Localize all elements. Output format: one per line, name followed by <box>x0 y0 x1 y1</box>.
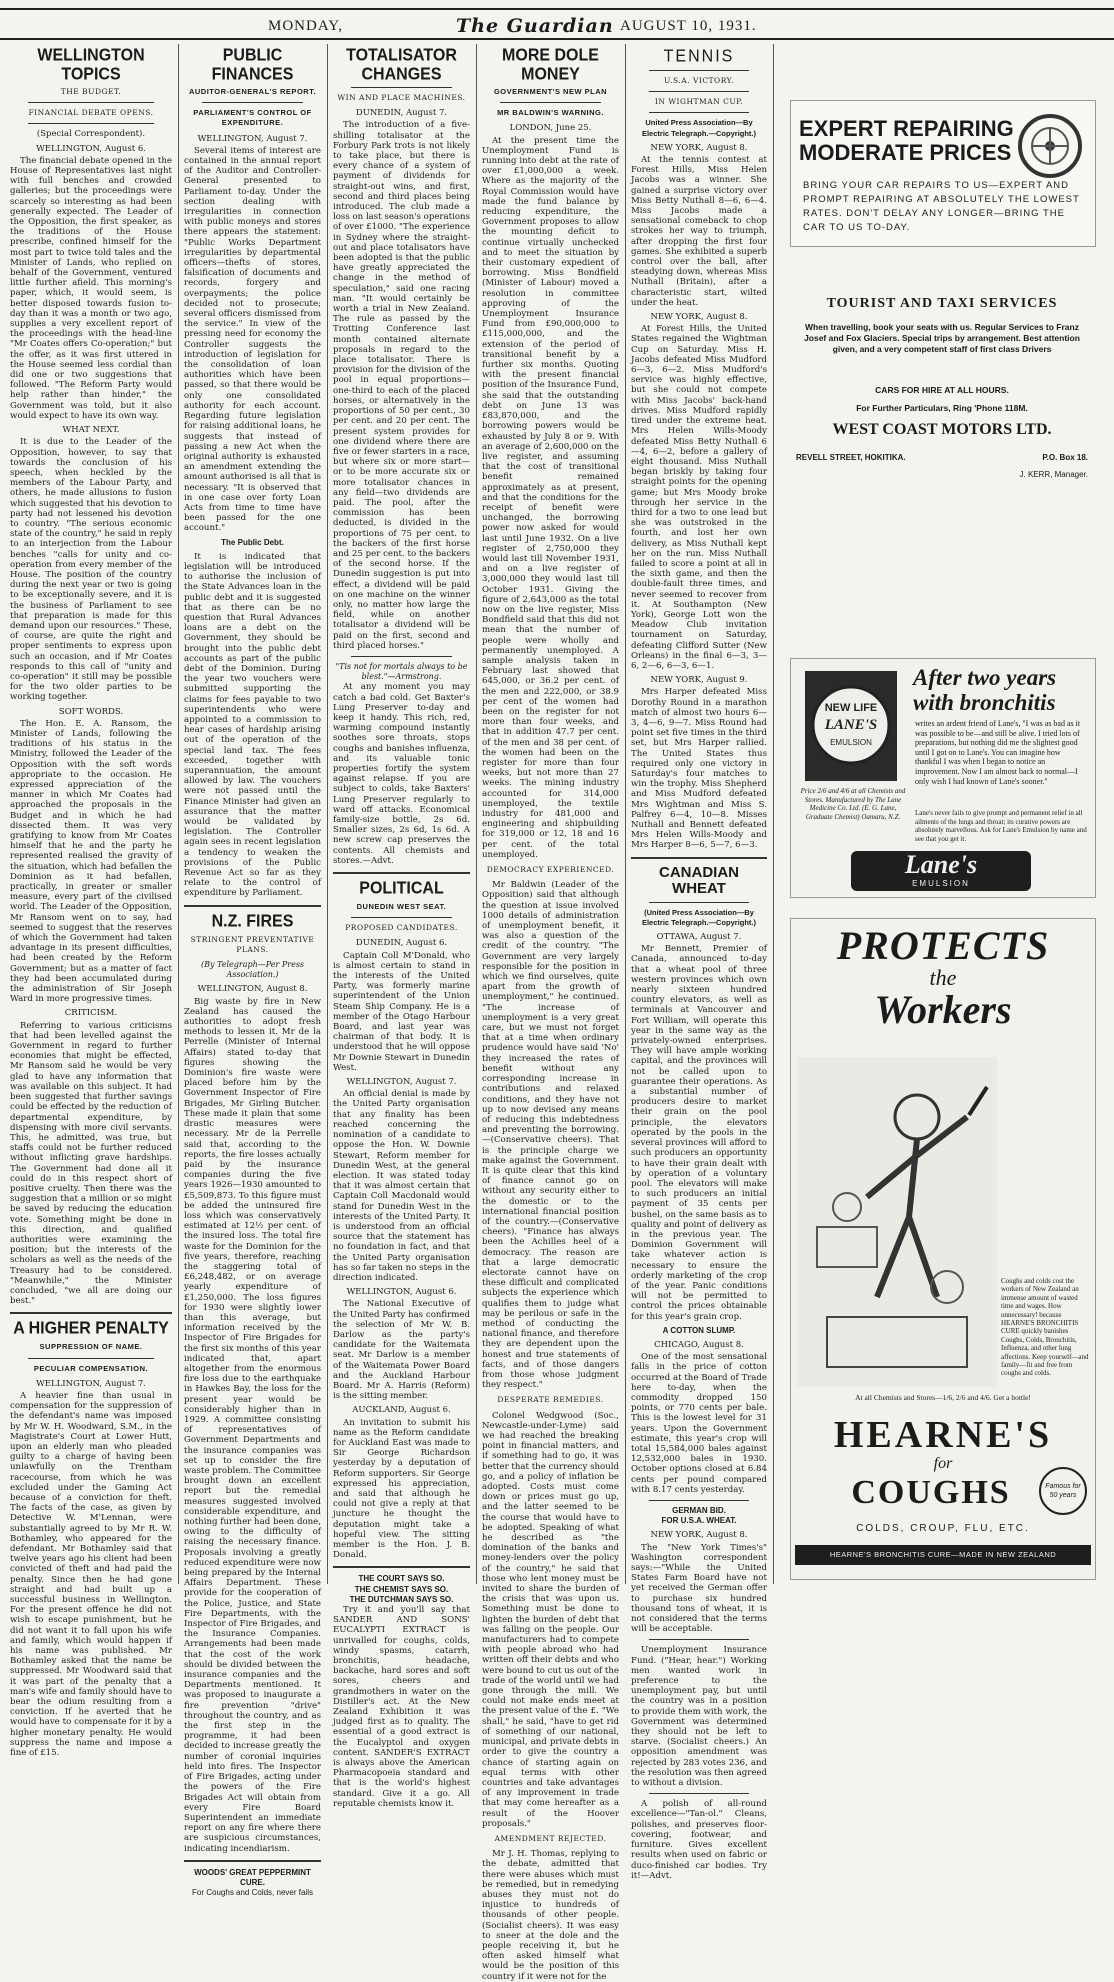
subheading: DUNEDIN WEST SEAT. <box>356 902 447 912</box>
divider <box>351 917 452 918</box>
advert-headline: PROTECTS <box>836 923 1050 968</box>
paragraph: An official denial is made by the United Party organisation that any finality has been reached concerning the nomination of a candidate to oppose the Hon. W. Downie Stewart, Reform member for Dunedin West, at the general election. It was stated today that it was almost certain that Captain Coll Macdonald would stand for Dunedin West in the interests of the United Party. It is understood from an official source that the statement has no foundation in fact, and that the United Party organisation has so far taken no steps in the direction indicated. <box>333 1089 470 1283</box>
section-heading: DESPERATE REMEDIES. <box>497 1395 604 1405</box>
address-street: REVELL STREET, HOKITIKA. <box>796 453 906 462</box>
dateline: DUNEDIN, August 7. <box>355 108 448 119</box>
dateline: WELLINGTON, August 6. <box>36 143 146 154</box>
column-rule <box>476 44 477 1584</box>
address-box: P.O. Box 18. <box>1042 453 1088 462</box>
subheading: PARLIAMENT'S CONTROL OF EXPENDITURE. <box>193 108 312 128</box>
dateline: WELLINGTON, August 7. <box>197 133 308 144</box>
divider <box>184 1860 321 1862</box>
article-title: POLITICAL <box>359 879 444 898</box>
subheading: GOVERNMENT'S NEW PLAN <box>493 87 608 96</box>
paragraph: Several items of interest are contained in the annual report of the Auditor and Controller-General presented to Parliament to-day. Under the section dealing with irregularities in connection with public moneys and stores there appears the statement: "Public Works Department irregularities by departmental officers—thefts of stores, falsification of documents and records, forgery and overpayments; the police decided not to prosecute; several officers dismissed from the service." In view of the pressing need for economy the Controller suggests the introduction of legislation for the consolidation of loan authorities which have been passed, so that there would be only one consolidated authority for each account. Regarding future legislation for raising additional loans, he suggests that instead of passing a new Act when the original authority is exhausted an amendment extending the amount authorised is all that is necessary. "It is observed that in one case over forty Loan Acts from time to time have been passed for the one account." <box>184 145 321 534</box>
advert-line: For Coughs and Colds, never fails <box>192 1888 313 1898</box>
advert-body: A polish of all-round excellence—"Tan-ol." Cleans, polishes, and preserves floor-covering, footwear, and furniture. Gives excellent results when used on fabric or duco-finished car bodies. Try it!—Advt. <box>631 1799 767 1881</box>
brand-for: for <box>933 1455 953 1472</box>
column-rule <box>178 44 179 1584</box>
section-heading: GERMAN BID. <box>672 1506 726 1515</box>
paragraph: Big waste by fire in New Zealand has caused the authorities to adopt fresh methods to lessen it. Mr de la Perrelle (Minister of Internal Affairs) stated to-day that figures showing the Dominion's fire waste were placed before him by the Government Inspector of Fire Brigades, Mr Girling Butcher. These made it plain that some drastic measures were necessary. Mr de la Perrelle said that, according to the reports, the fire losses actually paid by the insurance companies during the five years 1926—1930 amounted to £5,509,873. To this figure must be added the uninsured fire loss which was conservatively estimated at 12½ per cent. of the insured loss. The total fire waste for the Dominion for the five years, therefore, reaching the staggering total of £6,248,482, or on average yearly expenditure of £1,250,000. The loss figures for 1930 were slightly lower than this average, but information received by the Inspector of Fire Brigades for the first six months of this year indicated that, apart altogether from the enormous fire loss due to the earthquake in Hawkes Bay, the loss for the present year would be considerably higher than in 1929. A committee consisting of representatives of Government Departments and the insurance companies was set up to consider the fire waste problem. The Committee brought down an excellent report but the remedial measures suggested involved considerable expenditure, and nothing further had been done, owing to the difficulty of raising the necessary finance. Proposals involving a greatly reduced expenditure were now being prepared by the Internal Affairs Department. These provide for the cooperation of the Police, Justice, and State Fire Departments, with the Inspector of Fire Brigades, and the Insurance Companies. Arrangements had been made that the cost of the work should be divided between the insurance companies and the Departments mentioned. It was proposed to inaugurate a fire prevention "drive" throughout the country, and as the first step in the programme, it had been decided to increase greatly the number of coronial inquiries held into fires. The Inspector of Fire Brigades, acting under the powers of the Fire Brigades Act will obtain from every Fire Board Superintendent an immediate report on any fire where there are suspicious circumstances, indicating incendiarism. <box>184 996 321 1854</box>
dateline: LONDON, June 25. <box>509 123 592 134</box>
masthead-paper: The Guardian <box>456 15 614 37</box>
brand-name: HEARNE'S <box>833 1414 1053 1456</box>
dateline: WELLINGTON, August 7. <box>346 1077 457 1088</box>
subheading: U.S.A. VICTORY. <box>663 76 734 85</box>
divider <box>351 656 452 657</box>
subheading: PROPOSED CANDIDATES. <box>345 923 458 933</box>
column-dole-money <box>482 44 620 1982</box>
divider <box>649 1500 749 1501</box>
divider <box>28 1358 154 1359</box>
subheading: AUDITOR-GENERAL'S REPORT. <box>188 87 317 96</box>
advert-expert-repairing <box>790 100 1096 247</box>
advert-line: COLDS, CROUP, FLU, ETC. <box>856 1523 1030 1534</box>
advert-headline <box>913 665 1056 715</box>
paragraph: The introduction of a five-shilling totalisator at the Forbury Park trots is not likely to take place, but there is every chance of a system of payment of dividends for straight-out wins, and first, second and third places being introduced. The club made a loss on last season's operations of over £1000. "The experience in Sydney where the straight-out and place totalisators have been adopted is that the public have greatly appreciated the change in the method of speculation," said one racing man. "It would certainly be worth a trial in New Zealand. The rule as passed by the Trotting Conference last month contained alternate proposals in regard to the place totalisator. There is provision for the division of the pool in equal proportions—one-third to each of the placed horses, or alternatively in the proportions of 50 per cent., 30 per cent. and 20 per cent. The present system provides for one dividend where there are five or fewer starters in a race, but where six or more start—or to be more accurate six or more totalisator chances in any field—two dividends are paid. The pool, after the commission has been deducted, is divided in the proportions of 75 per cent. to the backers of the first horse and 25 per cent. to the backers of the second horse. If the Dunedin suggestion is put into effect, a dividend will be paid on one machine on the winner only, no matter how large the field, while on another totalisator a dividend will be paid on the first, second and third placed horses." <box>333 120 470 651</box>
divider <box>649 1793 749 1794</box>
divider <box>202 102 303 103</box>
divider <box>351 87 452 88</box>
famous-badge: Famous for 50 years <box>1039 1467 1087 1515</box>
paragraph: It is due to the Leader of the Opposition, however, to say that towards the conclusion of his speech, when heckled by the members of the Labour Party, and others, he made allusions to fusion which suggested that his devotion to party had not lessened his devotion to country. "The serious economic state of the country," he said in reply to an interjection from the Labour benches "calls for unity and co-operation from every member of the House. The position of the country during the next year or two is going to be exceptionally severe, and it is the business of Parliament to see that preparation is made for this demand upon our resources." These, of course, are quite the right and proper sentiments to express upon such an occasion, and if Mr Coates responds to this call of "unity and co-operation" it still may be possible for the two older parties to be working together. <box>10 437 172 703</box>
headline-line-1: After two years <box>913 665 1057 690</box>
masthead-date: AUGUST 10, 1931. <box>620 18 757 34</box>
section-heading: SOFT WORDS. <box>58 706 124 717</box>
column-rule <box>625 44 626 1584</box>
dateline: NEW YORK, August 8. <box>650 142 748 153</box>
workers-illustration-icon <box>797 1057 997 1387</box>
brand-coughs: COUGHS <box>851 1474 1011 1511</box>
advert-address <box>796 453 1088 462</box>
advert-heading: THE DUTCHMAN SAYS SO. <box>349 1594 454 1604</box>
wheel-icon <box>1015 111 1085 181</box>
advert-body: BRING YOUR CAR REPAIRS TO US—EXPERT AND PROMPT REPAIRING AT ABSOLUTELY THE LOWEST RATES. DON'T DELAY ANY LONGER—BRING THE CAR TO US TO-DAY. <box>803 180 1080 233</box>
advert-quote: "Tis not for mortals always to be blest."—Armstrong. <box>335 661 468 682</box>
advert-body: Try it and you'll say that SANDER AND SONS' EUCALYPTI EXTRACT is unrivalled for coughs, colds, windy spasms, catarrh, bronchitis, headache, backache, hard sores and soft sores, cheers and grandmothers in water on the Distiller's act. At the New Zealand Exhibition it was judged first as to quality. The essential of a good extract is the Eucalyptol and oxygen content. SANDER'S EXTRACT is always above the American Pharmacopoeia standard and that is the world's highest standard. Give it a go. All reputable chemists know it. <box>333 1605 470 1809</box>
seal-text-top: NEW LIFE <box>824 702 878 714</box>
brand-name: Lane's <box>904 850 978 879</box>
dateline: WELLINGTON, August 7. <box>36 1378 146 1389</box>
advert-headline-workers: Workers <box>874 987 1012 1032</box>
advert-line: CARS FOR HIRE AT ALL HOURS. <box>875 385 1009 395</box>
section-heading: CRITICISM. <box>64 1008 118 1019</box>
paragraph: Colonel Wedgwood (Soc., Newcastle-under-Lyme) said we had reached the breaking point in financial matters, and if something had to go, it was better that the currency should go, and a policy of inflation be adopted. Costs must come down or prices must go up, and the latter seemed to be the course that would have to be adopted. Speaking of what he described as "the domination of the banks and money-lenders over the policy of the country," he said that those who lent money must be invited to share the burden of the crisis that was upon us. Something must be done to lighten the burden of debt that was falling on the people. Our manufacturers had to compete with people abroad who had written off their debts and who were bound to cut us out of the trade of the world until we had gone through the mill. We could not make ends meet at the present value of the £. "We shall," he said, "have to get rid of something of our national, municipal, and private debts in order to give the country a chance of starting again on equal terms with other countries and take advantages of any improvement in trade that may come hereafter as a result of the Hoover proposals." <box>482 1410 620 1829</box>
byline: (By Telegraph—Per Press Association.) <box>200 960 305 980</box>
paragraph: The National Executive of the United Party has confirmed the selection of Mr W. B. Darlow as the party's candidate for the Waitemata seat. Mr Darlow is a member of the Waitemata Power Board and the Auckland Harbour Board. Mr A. Harris (Reform) is the sitting member. <box>333 1299 470 1402</box>
divider <box>649 91 749 92</box>
divider <box>333 872 470 874</box>
masthead-rule <box>0 38 1114 40</box>
divider <box>649 70 749 71</box>
divider <box>649 112 749 113</box>
section-heading: AMENDMENT REJECTED. <box>494 1833 607 1843</box>
paragraph: The financial debate opened in the House of Representatives last night with full benches and crowded galleries; but the proceedings were scarcely so interesting as had been generally expected. The Leader of the Opposition, the first speaker, as the traditions of the House prescribe, confined himself for the most part to twice told tales and the Minister of Lands, who replied on behalf of the Government, ventured little further afield. This morning's paper, which, it would seem, is better disposed towards fusion to-day than it was a month or two ago, supplies a very excellent report of the proceedings with the head-line "Mr Coates offers Co-operation;" but the offer, as it was first uttered in the House seemed less cordial than did one or two suggestions that followed. "The Reform Party would help rather than hinder," the Government was told, but it also would expect to have its own way. <box>10 155 172 421</box>
column-totalisator <box>333 44 470 1809</box>
article-title: WELLINGTON TOPICS <box>37 46 145 84</box>
byline: (Special Correspondent). <box>36 129 146 140</box>
advert-title: MODERATE PRICES <box>799 140 1012 165</box>
advert-heading: THE COURT SAYS SO. <box>358 1574 445 1584</box>
column-rule <box>773 44 774 1584</box>
dateline: CHICAGO, August 8. <box>654 1339 744 1350</box>
article-title: MORE DOLE MONEY <box>502 46 599 84</box>
dateline: NEW YORK, August 9. <box>650 675 748 686</box>
paragraph: Mr Baldwin (Leader of the Opposition) said that although the question at issue involved 1000 details of administration of unemployment benefit, it was also a question of the credit of the country. "The Government are very largely responsible for the position in which we find ourselves, quite apart from the growth of unemployment," he continued. "The increase of unemployment is a very great care, but we must not forget that at a time when ordinary prudence would have said 'No' they increased the rates of benefit without any corresponding increase in contributions and relaxed conditions, and they have not up to now devised any means of reducing this indebtedness and preventing the borrowing.—(Conservative cheers). That is the principle charge we make against the Government. It is quite clear that this kind of finance cannot go on without any security either to the domestic or to the international financial position of the country.—(Conservative cheers). "Finance has always been the Achilles heel of a democracy. The reason are that a large democratic electorate cannot have on these difficult and complicated subjects the experience which qualifies them to judge what may be perilous or safe in the method of conducting the national finance, and therefore they are dependent upon the honest and true statements of facts, and of those dangers from those whose judgment they respect." <box>482 880 619 1391</box>
paragraph: Referring to various criticisms that had been levelled against the Government in regard to further economies that might be effected, Mr Ransom said he would be very glad to have any information that was available on this subject. It had been suggested that further savings could be effected by the reduction of departmental expenditure, by dispensing with more civil servants. This, he admitted, was true, but staffs could not be further reduced without inflicting grave hardships. The Government had done all it could do in this respect short of positive cruelty. Then there was the suggestion that a million or so might be saved by reducing the education vote. Something might be done in this direction, and qualified authorities were examining the position; but the interests of the scholars as well as the needs of the Treasury had to be considered. "Meanwhile," the Minister concluded, "we all are doing our best." <box>10 1020 172 1307</box>
advert-body-2: Lane's never fails to give prompt and permanent relief in all ailments of the lungs and throat; its curative powers are absolutely marvellous. Ask for Lane's Emulsion by name and see that you get it. <box>915 809 1087 843</box>
divider <box>631 857 767 859</box>
top-rule <box>0 8 1114 10</box>
subheading: MR BALDWIN'S WARNING. <box>497 108 604 118</box>
divider <box>500 102 601 103</box>
article-title: TENNIS <box>663 47 735 66</box>
subheading: PECULIAR COMPENSATION. <box>33 1363 149 1373</box>
seal-text-bottom: EMULSION <box>830 738 872 747</box>
dateline: DUNEDIN, August 6. <box>355 938 448 949</box>
advert-price: Price 2/6 and 4/6 at all Chemists and Stores. Manufactured by The Lane Medicine Co. Ltd. (E. G. Lane, Graduate Chemist) Oamaru, N.Z. <box>800 787 906 821</box>
section-heading: A COTTON SLUMP. <box>662 1325 736 1335</box>
column-wellington-topics <box>10 44 172 1759</box>
advert-line: For Further Particulars, Ring 'Phone 118M. <box>856 403 1028 413</box>
dateline: AUCKLAND, August 6. <box>352 1405 451 1416</box>
credit-line: (United Press Association—By Electric Telegraph.—Copyright.) <box>641 907 757 927</box>
paragraph: The "New York Times's" Washington correspondent says:—"While the United States Farm Board have not yet received the German offer to purchase six hundred thousand tons of wheat, it is not considered that the terms will be acceptable. <box>631 1542 767 1635</box>
advert-price: At all Chemists and Stores—1/6, 2/6 and 4/6. Get a bottle! <box>855 1393 1031 1402</box>
advert-firm: WEST COAST MOTORS LTD. <box>832 421 1052 438</box>
paragraph: Unemployment Insurance Fund. ("Hear, hear.") Working men wanted work in preference to the unemployment pay, but until the country was in a position to provide them with work, the Government was determined they should not be left to starve. (Socialist cheers.) An opposition amendment was rejected by 283 votes 236, and the resolution was then agreed to without a division. <box>631 1645 767 1789</box>
advert-lanes-emulsion <box>790 658 1096 898</box>
paragraph: Mr Bennett, Premier of Canada, announced to-day that a wheat pool of three western provinces which own nearly sixteen hundred country elevators, as well as terminals at Vancouver and Fort William, will operate this year in the same way as the privately-owned enterprises. They will have ample working capital, and the provinces will not be called upon to guarantee their operations. As a substantial number of producers desire to market their grain on the pool principle, the elevators operated by the pools in the several provinces will afford to such producers an opportunity to have their grain dealt with by operation of a voluntary pool. The elevators will make to such producers an initial payment of 35 cents per bushel, on the same basis as to quality and point of delivery as in the previous year. The Dominion Government will take whatever action is necessary to ensure the orderly marketing of the crop of the year. Panic conditions will not be permitted to control the prices obtainable for this year's grain crop. <box>631 944 767 1322</box>
dateline: OTTAWA, August 7. <box>656 932 742 943</box>
dateline: NEW YORK, August 8. <box>650 1530 748 1541</box>
divider <box>28 102 154 103</box>
headline-line-2: with bronchitis <box>913 690 1056 715</box>
advert-heading: THE CHEMIST SAYS SO. <box>354 1584 449 1594</box>
article-title: TOTALISATOR CHANGES <box>346 46 457 84</box>
dateline: WELLINGTON, August 8. <box>197 984 308 995</box>
column-public-finances <box>184 44 321 1898</box>
paragraph: Captain Coll M'Donald, who is almost certain to stand in the interests of the United Party, was formerly marine superintendent of the Union Steam Ship Company. He is a member of the Otago Harbour Board, and last year was chairman of that body. It is understood that he will oppose Mr Downie Stewart in Dunedin West. <box>333 950 470 1073</box>
paragraph: A heavier fine than usual in compensation for the suppression of the defendant's name was imposed by Mr W. H. Woodward, S.M., in the Magistrate's Court at Lower Hutt, upon an elderly man who pleaded guilty to a charge of having been unlawfully on the Trentham racecourse, from which he was excluded under the Gaming Act because of a conviction for theft. The facts of the case, as given by Detective W. M'Lennan, were substantially agreed to by Mr R. W. Bothamley, who appeared for the defendant. Mr Bothamley said that twelve years ago his client had been convicted of theft and had paid the penalty. Since then he had gone straight and had built up a successful business in Wellington. For the present offence he did not wish to escape punishment, but he did not want it to fall upon his wife and family, which would happen if his name was published. Mr Bothamley asked that the name be suppressed. Mr Woodward said that it was part of the penalty that a man's wife and family should have to bear the odium resulting from a conviction. If he averted that he would have to compensate for it by a higher monetary penalty. He would suppress the name and impose a fine of £15. <box>10 1390 172 1759</box>
paragraph: At the present time the Unemployment Fund is running into debt at the rate of over £1,000,000 a week. Where as the majority of the Royal Commission would have made the fund balance by reducing expenditure, the Government proposes to allow the mounting deficit to continue virtually unchecked and to meet the situation by their customary expedient of borrowing. Miss Bondfield (Minister of Labour) moved a resolution in committee approving of the Unemployment Insurance Fund from £90,000,000 to £115,000,000, and the extension of the period of transitional benefit by a further six months. Quoting with the present financial position of the Insurance Fund, she said that the outstanding debt on June 13 was £83,870,000, and the borrowing powers would be exhausted by July 8 or 9. With an average of 2,600,000 on the live register, and assuming that the cost of transitional benefit remained approximately as at present, and that the conditions for the receipt of benefit were unchanged, the borrowing power now asked for would last until June 1932. On a live register of 2,750,000 they would last till November 1931, and on a live register of 3,000,000 they would last till October 1931. Giving the figure of 2,643,000 as the total now on the live register, Miss Bondfield said that this did not mean that the number of people were wholly and permanently unemployed. A sample analysis taken in February last showed that 645,000, or 36.2 per cent. of the men and 222,000, or 38.9 per cent of the women had been on the register for not more than four weeks, and that in addition 47.7 per cent. of the men and 38 per cent. of the women had been on the register for more than four weeks, but not more than 27 weeks. The mining industry accounted for 314,000 unemployed, the textile industry for 481,000 and engineering and shipbuilding for 319,000 or 12, 18 and 16 per cent. of the total unemployed. <box>482 135 619 860</box>
paragraph: The Hon. E. A. Ransom, the Minister of Lands, following the traditions of his status in the Ministry, followed the Leader of the Opposition with the soft words appropriate to the occasion. He expressed appreciation of the manner in which Mr Coates had approached the proposals in the Budget and in which he had dissected them. It was very gratifying to know from Mr Coates himself that he and the party he represented realised the gravity of the situation, which had befallen the Dominion as it had befallen, practically, in greater or smaller measure, every part of the civilised world. The Leader of the Opposition, Mr Ransom went on to say, had seemed to suggest that the reserves of which the Government had taken advantage in its present difficulties, had been created by the Reform Government; but as a matter of fact they had been accumulated during the administration of Sir Joseph Ward in more progressive times. <box>10 718 172 1005</box>
dateline: NEW YORK, August 8. <box>650 312 748 323</box>
seal-icon <box>795 667 905 785</box>
advert-taxi-services <box>790 296 1094 479</box>
column-rule <box>327 44 328 1584</box>
brand-sub: EMULSION <box>912 879 970 888</box>
divider <box>10 1312 172 1314</box>
subheading: IN WIGHTMAN CUP. <box>654 97 744 107</box>
dateline: WELLINGTON, August 6. <box>346 1287 457 1298</box>
paragraph: At the tennis contest at Forest Hills, Miss Helen Jacobs was a winner. She gained a surprise victory over Miss Betty Nuthall 8—6, 6—4. Miss Jacobs made a sensational comeback to chop strokes her way to triumph, after dropping the first four games. She exhibited a superb control over the ball, after steadying down, whereas Miss Nuthall (Britain), after a characteristic start, wilted under the heat. <box>631 155 767 308</box>
masthead <box>0 0 1114 40</box>
paragraph: Mrs Harper defeated Miss Dorothy Round in a marathon match of almost two hours 6—3, 4—6, 9—7. Miss Round had point set five times in the third set, but Mrs Harper rallied. The United States thus required only one victory in Saturday's four matches to win the trophy. Miss Shepherd and Miss Mudford defeated Mrs Wightman and Miss S. Palfrey 6—4, 10—8. Misses Nuthall and Bennett defeated Mrs Helen Wills-Moody and Mrs Harper 8—6, 5—7, 6—3. <box>631 687 767 851</box>
paragraph: It is indicated that legislation will be introduced to authorise the inclusion of the State Advances loan in the public debt and it is suggested that as there can be no question that Rural Advances loans are a debt on the Government, they should be brought into the public debt accounts as part of the public debt of the Dominion. During the year two vouchers were submitted supporting the claims for fees payable to two superintendents who were appointed to a commission to hear cases of hardship arising out of the operation of the special land tax. The fees exceeded, together with superannuation, the amount allowed by law. The vouchers were not passed until the Finance Minister had given an assurance that the matter would be validated by legislation. The Controller again sees in recent legislation a tendency to weaken the provisions of the Public Revenue Act so far as they relate to the control of expenditure by Parliament. <box>184 551 321 899</box>
advert-headline-the: the <box>929 965 957 990</box>
subheading: FINANCIAL DEBATE OPENS. <box>28 108 154 118</box>
advert-footer: HEARNE'S BRONCHITIS CURE—MADE IN NEW ZEALAND <box>795 1545 1091 1565</box>
paragraph: Mr J. H. Thomas, replying to the debate, admitted that there were abuses which must be remedied, but in remedying abuses they must not do injustice to hundreds of thousands of other people. (Socialist cheers). It was easy to sneer at the dole and the people receiving it, but he often asked himself what would be the position of this country if it were not for the <box>482 1849 619 1982</box>
subheading: WIN AND PLACE MACHINES. <box>337 93 466 102</box>
divider <box>184 905 321 907</box>
section-heading: The Public Debt. <box>221 537 284 547</box>
divider <box>649 902 749 903</box>
article-title: A HIGHER PENALTY <box>13 1319 169 1339</box>
advert-manager: J. KERR, Manager. <box>1019 470 1088 479</box>
divider <box>333 1566 470 1568</box>
paragraph: One of the most sensational falls in the price of cotton occurred at the Board of Trade here to-day, when the commodity dropped 150 points, or 770 cents per bale. This is the lowest level for 31 years. Upon the Government estimate, this year's crop will total 15,584,000 bales against 12,532,000 bales in 1930. October options closed at 6.84 cents per pound compared with 8.17 cents yesterday. <box>631 1352 767 1495</box>
paragraph: At Forest Hills, the United States regained the Wightman Cup on Saturday. Miss H. Jacobs defeated Miss Mudford 6—3, 6—2. Miss Mudford's service was highly effective, but she could not compete with Miss Jacobs' back-hand drives. Miss Mudford rapidly tired under the extreme heat. Mrs Helen Wills-Moody defeated Miss Betty Nuthall 6—4, 6—2, before a gallery of eight thousand. Miss Nuthall began briskly by taking four straight points for the opening game; but Mrs Moody broke through her service in the third for a two to one lead but she was outstroked in the fourth, and lost her own delivery, as Miss Nuthall kept her on the run. Miss Nuthall failed to score a point at all in the sixth game, and then the double-fault three times, and never seemed to recover from it. At Southampton (New York), George Lott won the Meadow Club invitation tournament on Saturday, defeating Clifford Sutter (New Orleans) in the final 6—3, 3—6, 2—6, 6—3, 6—1. <box>631 324 767 671</box>
advert-title: WOODS' GREAT PEPPERMINT CURE. <box>194 1867 311 1887</box>
section-heading: DEMOCRACY EXPERIENCED. <box>486 865 615 875</box>
section-heading: WHAT NEXT. <box>62 425 120 436</box>
brand-banner <box>851 851 1031 891</box>
column-tennis-wheat <box>631 44 767 1881</box>
article-title: N.Z. FIRES <box>211 911 294 931</box>
seal-text-mid: LANE'S <box>824 717 878 733</box>
advert-body: At any moment you may catch a bad cold. Get Baxter's Lung Preserver to-day and keep it handy. This rich, red, warming compound instantly soothes sore throats, stops coughs and banishes influenza, and its valuable tonic properties fortify the system against relapse. If you are subject to colds, take Baxters' Lung Preserver regularly to ward off attacks. Economical family-size bottle, 2s 6d. Smaller sizes, 2s 6d, 1s 6d. A new screw cap preserves the contents. All chemists and stores.—Advt. <box>333 682 470 866</box>
article-title: PUBLIC FINANCES <box>211 46 294 84</box>
article-title: CANADIAN WHEAT <box>659 863 739 897</box>
credit-line: United Press Association—By Electric Telegraph.—Copyright.) <box>641 118 757 138</box>
advert-body: When travelling, book your seats with us. Regular Services to Franz Josef and Fox Glaciers. Special trips by arrangement. Best attention given, and a very competent staff of first class Drivers <box>804 322 1080 354</box>
section-heading: FOR U.S.A. WHEAT. <box>661 1516 737 1526</box>
advert-title: EXPERT REPAIRING <box>799 116 1014 141</box>
subheading: SUPPRESSION OF NAME. <box>39 1342 143 1352</box>
divider <box>28 123 154 124</box>
advert-body: writes an ardent friend of Lane's, "I was as bad as it was possible to be—and still be alive. I tried lots of preparations, but nothing did me the slightest good until I got on to Lane's. You can imagine how thankful I was when I began to notice an improvement. Now I am almost back to normal—I only wish I had known of Lane's sooner." <box>915 719 1081 786</box>
advert-hearnes-cough-cure <box>790 918 1096 1580</box>
divider <box>649 1639 749 1640</box>
subheading: THE BUDGET. <box>60 87 122 96</box>
masthead-day: MONDAY, <box>268 18 343 34</box>
subheading: STRINGENT PREVENTATIVE PLANS. <box>190 934 315 954</box>
advert-title: TOURIST AND TAXI SERVICES <box>826 296 1058 311</box>
advert-body: Coughs and colds cost the workers of New Zealand an immense amount of wasted time and wages. How unnecessary! because HEARNE'S BRONCHITIS CURE quickly banishes Coughs, Colds, Bronchitis, Influenza, and other lung affections. Keep yourself—and family—fit and free from coughs and colds. <box>1001 1277 1089 1378</box>
paragraph: An invitation to submit his name as the Reform candidate for Auckland East was made to Sir George Richardson yesterday by a deputation of Reform supporters. Sir George expressed his appreciation, and said that although he could not give a reply at that juncture he thought the deputation might take a hopeful view. The sitting member is the Hon. J. B. Donald. <box>333 1417 470 1561</box>
